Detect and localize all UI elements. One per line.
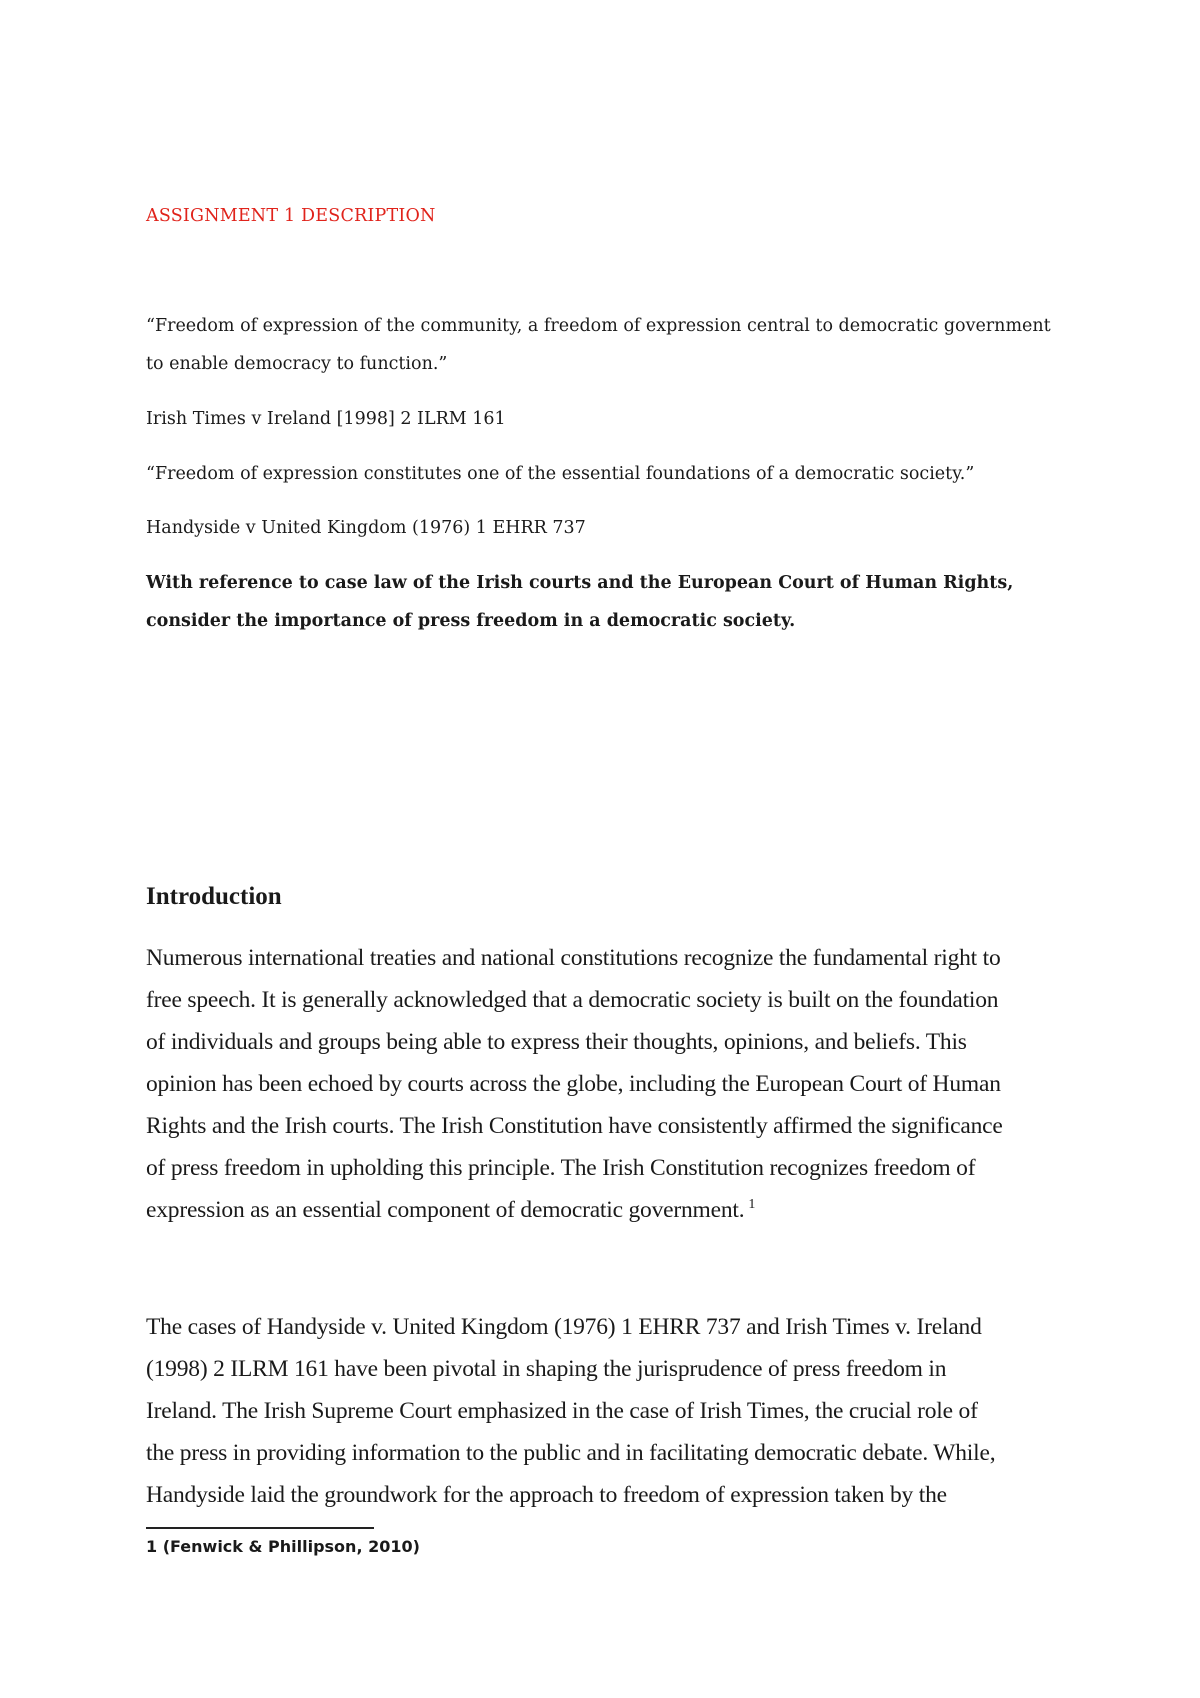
para1-line: free speech. It is generally acknowledged that a democratic society is built on the foundation — [146, 987, 999, 1013]
quote1-line1: “Freedom of expression of the community, a freedom of expression central to democratic government — [146, 316, 1051, 336]
question-line2: consider the importance of press freedom in a democratic society. — [146, 611, 796, 631]
footnote-text: 1 (Fenwick & Phillipson, 2010) — [146, 1537, 420, 1556]
para1-line: opinion has been echoed by courts across the globe, including the European Court of Human — [146, 1071, 1001, 1097]
footnote-separator — [146, 1527, 374, 1529]
para1-text: expression as an essential component of democratic government. — [146, 1197, 745, 1223]
para2-line: Handyside laid the groundwork for the approach to freedom of expression taken by the — [146, 1482, 947, 1508]
para2-line: (1998) 2 ILRM 161 have been pivotal in shaping the jurisprudence of press freedom in — [146, 1356, 947, 1382]
para1-line: of individuals and groups being able to express their thoughts, opinions, and beliefs. This — [146, 1029, 967, 1055]
para1-line: Rights and the Irish courts. The Irish Constitution have consistently affirmed the significance — [146, 1113, 1003, 1139]
assignment-title: ASSIGNMENT 1 DESCRIPTION — [146, 206, 436, 226]
para2-line: The cases of Handyside v. United Kingdom (1976) 1 EHRR 737 and Irish Times v. Ireland — [146, 1314, 982, 1340]
para1-line-last — [146, 1195, 755, 1225]
para2-line: the press in providing information to the public and in facilitating democratic debate. While, — [146, 1440, 996, 1466]
question-line1: With reference to case law of the Irish courts and the European Court of Human Rights, — [146, 573, 1014, 593]
para1-line: Numerous international treaties and national constitutions recognize the fundamental right to — [146, 945, 1001, 971]
citation-irish-times: Irish Times v Ireland [1998] 2 ILRM 161 — [146, 409, 506, 429]
para1-line: of press freedom in upholding this principle. The Irish Constitution recognizes freedom of — [146, 1155, 976, 1181]
introduction-heading: Introduction — [146, 883, 282, 910]
footnote-reference[interactable]: 1 — [748, 1197, 756, 1213]
para2-line: Ireland. The Irish Supreme Court emphasized in the case of Irish Times, the crucial role of — [146, 1398, 978, 1424]
quote2: “Freedom of expression constitutes one of the essential foundations of a democratic society.” — [146, 464, 975, 484]
citation-handyside: Handyside v United Kingdom (1976) 1 EHRR 737 — [146, 518, 586, 538]
quote1-line2: to enable democracy to function.” — [146, 354, 448, 374]
